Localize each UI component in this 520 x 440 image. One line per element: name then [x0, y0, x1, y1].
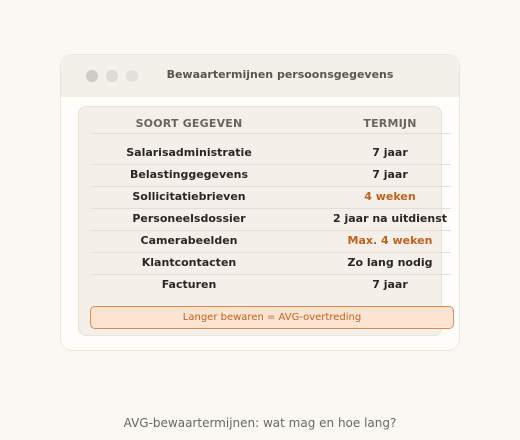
row-term: 7 jaar — [372, 146, 408, 159]
row-type: Personeelsdossier — [132, 212, 246, 225]
header-divider — [91, 133, 451, 134]
table-row — [79, 252, 451, 274]
window-title: Bewaartermijnen persoonsgegevens — [166, 68, 394, 81]
retention-table — [78, 106, 448, 336]
row-type: Klantcontacten — [141, 256, 237, 269]
app-window — [60, 54, 460, 351]
row-type: Salarisadministratie — [126, 146, 252, 159]
page-caption: AVG-bewaartermijnen: wat mag en hoe lang? — [123, 416, 397, 430]
row-term: 4 weken — [364, 190, 416, 203]
table-row — [79, 164, 451, 186]
table-row — [79, 274, 451, 296]
column-header-term: TERMIJN — [363, 117, 417, 130]
row-type: Facturen — [161, 278, 217, 291]
row-term: Zo lang nodig — [347, 256, 433, 269]
row-term: 7 jaar — [372, 168, 408, 181]
row-term: 7 jaar — [372, 278, 408, 291]
table-row — [79, 230, 451, 252]
row-type: Camerabeelden — [140, 234, 238, 247]
column-header-type: SOORT GEGEVEN — [135, 117, 243, 130]
row-type: Sollicitatiebrieven — [132, 190, 246, 203]
table-row — [79, 142, 451, 164]
row-term: Max. 4 weken — [347, 234, 433, 247]
row-term: 2 jaar na uitdienst — [332, 212, 448, 225]
table-row — [79, 208, 451, 230]
warning-banner: Langer bewaren = AVG-overtreding — [90, 306, 454, 329]
table-row — [79, 186, 451, 208]
row-type: Belastinggegevens — [130, 168, 248, 181]
title-bar — [61, 55, 459, 97]
